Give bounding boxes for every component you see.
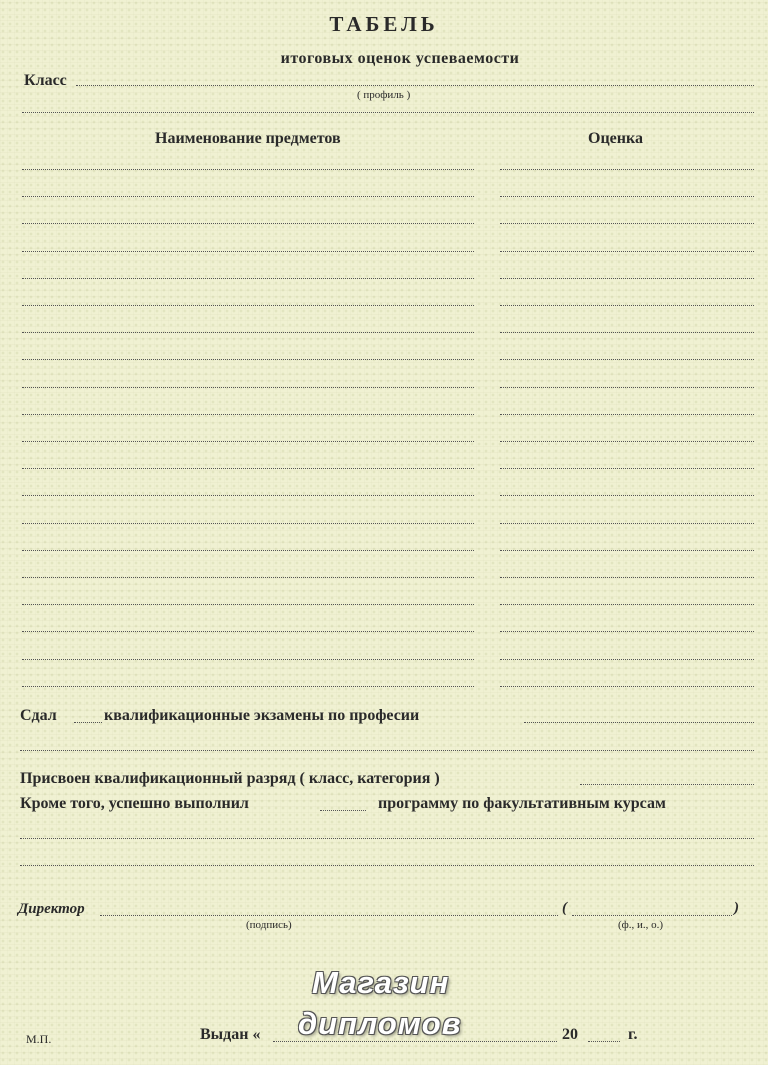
profession-line-2 bbox=[20, 750, 754, 751]
profile-note: ( профиль ) bbox=[357, 89, 411, 101]
grade-line bbox=[500, 523, 754, 524]
grade-column-header: Оценка bbox=[588, 130, 643, 147]
subject-line bbox=[22, 169, 474, 170]
year-line bbox=[588, 1041, 620, 1042]
name-note: (ф., и., о.) bbox=[618, 919, 664, 931]
subject-line bbox=[22, 659, 474, 660]
subject-line bbox=[22, 251, 474, 252]
grade-line bbox=[500, 251, 754, 252]
grade-line bbox=[500, 631, 754, 632]
subject-line bbox=[22, 577, 474, 578]
grade-line bbox=[500, 414, 754, 415]
extra-line-1 bbox=[20, 838, 754, 839]
class-line bbox=[76, 85, 754, 86]
subject-line bbox=[22, 631, 474, 632]
grade-line bbox=[500, 468, 754, 469]
grade-line bbox=[500, 169, 754, 170]
subject-line bbox=[22, 278, 474, 279]
subject-line bbox=[22, 414, 474, 415]
grade-line bbox=[500, 359, 754, 360]
subject-line bbox=[22, 196, 474, 197]
issued-date-line bbox=[273, 1041, 557, 1042]
grade-line bbox=[500, 441, 754, 442]
grade-line bbox=[500, 550, 754, 551]
document-title: ТАБЕЛЬ bbox=[329, 12, 439, 36]
subject-line bbox=[22, 223, 474, 224]
director-sign-line bbox=[100, 915, 558, 916]
passed-text: квалификационные экзамены по професии bbox=[104, 707, 420, 724]
extra-suffix: программу по факультативным курсам bbox=[378, 795, 666, 812]
subject-line bbox=[22, 441, 474, 442]
grade-line bbox=[500, 278, 754, 279]
extra-gap-line bbox=[320, 810, 366, 811]
sign-note: (подпись) bbox=[246, 919, 292, 931]
rank-text: Присвоен квалификационный разряд ( класс, категория ) bbox=[20, 770, 440, 787]
extra-prefix: Кроме того, успешно выполнил bbox=[20, 795, 249, 812]
grade-line bbox=[500, 223, 754, 224]
passed-gap-line bbox=[74, 722, 102, 723]
subject-line bbox=[22, 604, 474, 605]
subject-line bbox=[22, 468, 474, 469]
extra-line-2 bbox=[20, 865, 754, 866]
grade-line bbox=[500, 686, 754, 687]
subject-line bbox=[22, 332, 474, 333]
grade-line bbox=[500, 305, 754, 306]
year-prefix: 20 bbox=[562, 1026, 578, 1043]
director-name-line bbox=[572, 915, 732, 916]
subject-line bbox=[22, 686, 474, 687]
grade-line bbox=[500, 495, 754, 496]
year-suffix: г. bbox=[628, 1026, 638, 1043]
subject-line bbox=[22, 387, 474, 388]
subject-line bbox=[22, 523, 474, 524]
watermark-line-2: дипломов bbox=[298, 1006, 462, 1041]
grade-line bbox=[500, 577, 754, 578]
class-line-2 bbox=[22, 112, 754, 113]
rank-line bbox=[580, 784, 754, 785]
paren-open: ( bbox=[562, 900, 567, 916]
issued-label: Выдан « bbox=[200, 1026, 261, 1043]
grade-line bbox=[500, 604, 754, 605]
class-label: Класс bbox=[24, 72, 67, 89]
paren-close: ) bbox=[734, 900, 739, 916]
subject-line bbox=[22, 305, 474, 306]
grade-line bbox=[500, 659, 754, 660]
grade-line bbox=[500, 196, 754, 197]
subjects-column-header: Наименование предметов bbox=[155, 130, 341, 147]
document-subtitle: итоговых оценок успеваемости bbox=[280, 50, 520, 67]
stamp-label: М.П. bbox=[26, 1032, 52, 1046]
watermark-line-1: Магазин bbox=[312, 965, 450, 1000]
grade-line bbox=[500, 387, 754, 388]
subject-line bbox=[22, 495, 474, 496]
subject-line bbox=[22, 359, 474, 360]
profession-line bbox=[524, 722, 754, 723]
grade-line bbox=[500, 332, 754, 333]
passed-prefix: Сдал bbox=[20, 707, 57, 724]
director-label: Директор bbox=[18, 901, 85, 917]
subject-line bbox=[22, 550, 474, 551]
